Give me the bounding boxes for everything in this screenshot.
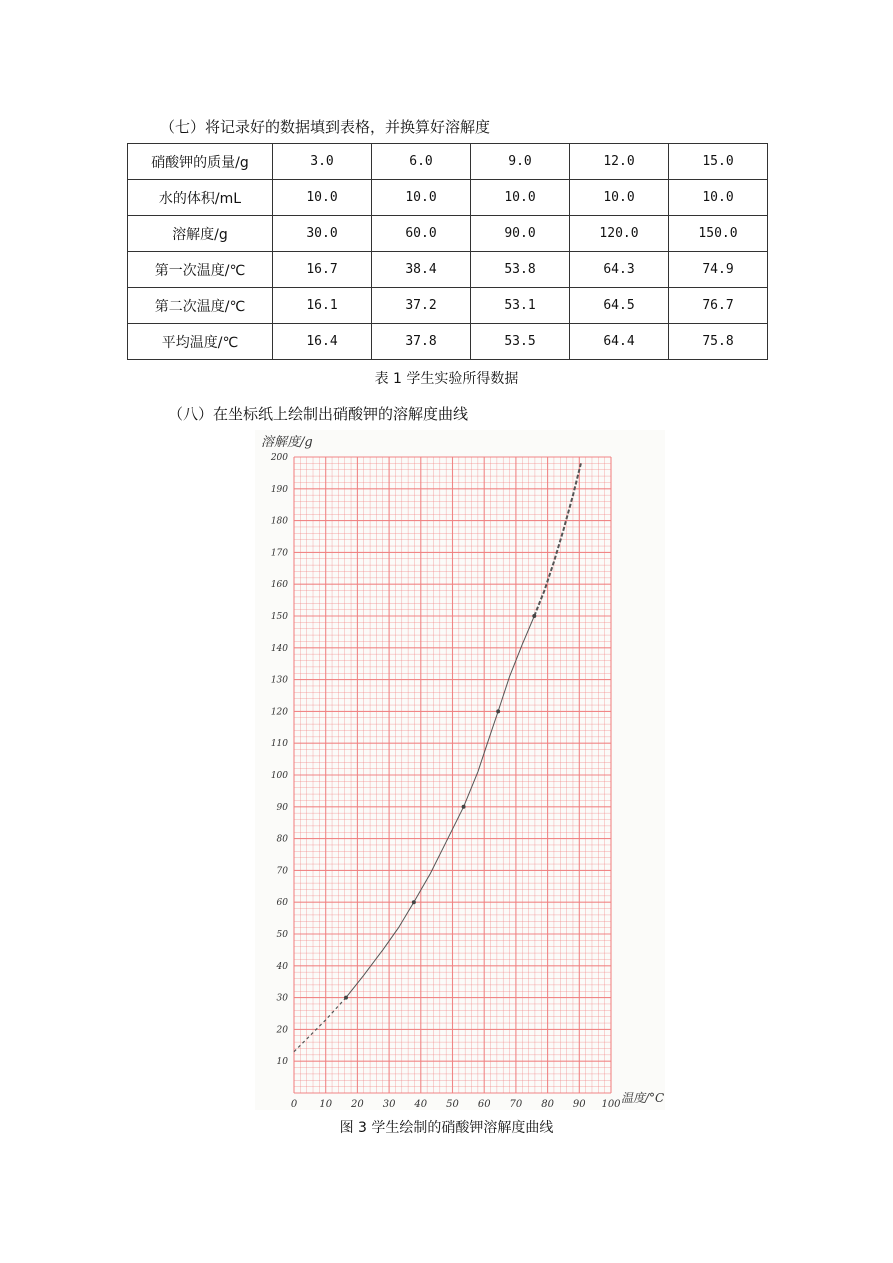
table-cell: 12.0 (570, 144, 669, 180)
x-tick-label: 20 (351, 1099, 364, 1110)
table-cell: 30.0 (273, 216, 372, 252)
table-row (128, 252, 768, 288)
table-cell: 74.9 (669, 252, 768, 288)
y-tick-label: 50 (276, 930, 288, 940)
row-header: 溶解度/g (128, 216, 273, 252)
x-tick-label: 90 (572, 1099, 586, 1110)
table-cell: 9.0 (471, 144, 570, 180)
table-cell: 37.8 (372, 324, 471, 360)
table-cell: 64.3 (570, 252, 669, 288)
y-tick-label: 130 (270, 675, 288, 686)
row-header: 平均温度/℃ (128, 324, 273, 360)
y-tick-label: 110 (270, 739, 288, 750)
y-tick-label: 170 (270, 548, 288, 559)
table-cell: 16.4 (273, 324, 372, 360)
table-cell: 76.7 (669, 288, 768, 324)
y-tick-label: 160 (270, 580, 288, 591)
table-cell: 3.0 (273, 144, 372, 180)
data-point (496, 709, 500, 713)
y-tick-label: 60 (276, 898, 288, 909)
y-tick-label: 40 (276, 961, 288, 972)
y-tick-label: 150 (270, 612, 288, 622)
table-row (128, 144, 768, 180)
y-tick-label: 200 (270, 453, 288, 463)
table-cell: 64.4 (570, 324, 669, 360)
x-tick-label: 10 (319, 1099, 333, 1110)
table-cell: 150.0 (669, 216, 768, 252)
data-point (532, 614, 536, 618)
table-caption: 表 1 学生实验所得数据 (374, 371, 519, 387)
table-row (128, 180, 768, 216)
data-point (412, 900, 416, 904)
solubility-chart (255, 430, 665, 1110)
table-cell: 16.1 (273, 288, 372, 324)
x-tick-label: 60 (477, 1099, 491, 1110)
data-point (462, 805, 466, 809)
y-axis-label: 溶解度/g (261, 435, 313, 450)
table-cell: 10.0 (570, 180, 669, 216)
table-row (128, 324, 768, 360)
row-header: 第一次温度/℃ (128, 252, 273, 288)
figure-caption: 图 3 学生绘制的硝酸钾溶解度曲线 (339, 1120, 554, 1136)
row-header: 硝酸钾的质量/g (128, 144, 273, 180)
table-cell: 53.1 (471, 288, 570, 324)
row-header: 第二次温度/℃ (128, 288, 273, 324)
y-tick-label: 120 (270, 707, 288, 718)
y-tick-label: 30 (276, 993, 288, 1004)
chart-grid (294, 457, 611, 1093)
x-axis-label: 温度/°C (621, 1091, 665, 1105)
table-cell: 53.8 (471, 252, 570, 288)
table-cell: 75.8 (669, 324, 768, 360)
table-cell: 38.4 (372, 252, 471, 288)
table-cell: 10.0 (471, 180, 570, 216)
y-tick-label: 90 (276, 802, 288, 813)
table-cell: 53.5 (471, 324, 570, 360)
y-tick-label: 20 (276, 1025, 288, 1036)
table-cell: 60.0 (372, 216, 471, 252)
x-tick-label: 40 (414, 1099, 428, 1110)
row-header: 水的体积/mL (128, 180, 273, 216)
data-point (344, 996, 348, 1000)
table-cell: 64.5 (570, 288, 669, 324)
y-tick-label: 80 (276, 834, 288, 845)
x-tick-label: 70 (509, 1099, 523, 1110)
section-7-heading: （七）将记录好的数据填到表格，并换算好溶解度 (160, 118, 491, 136)
section-8-heading: （八）在坐标纸上绘制出硝酸钾的溶解度曲线 (168, 405, 469, 423)
y-tick-label: 190 (270, 484, 288, 495)
table-cell: 10.0 (372, 180, 471, 216)
x-tick-label: 80 (541, 1099, 554, 1110)
table-cell: 10.0 (273, 180, 372, 216)
y-tick-label: 100 (270, 771, 288, 781)
table-cell: 90.0 (471, 216, 570, 252)
x-tick-label: 30 (382, 1099, 396, 1110)
table-cell: 15.0 (669, 144, 768, 180)
x-tick-label: 0 (290, 1099, 298, 1110)
y-tick-label: 10 (276, 1057, 288, 1068)
experiment-data-table (127, 143, 768, 360)
table-cell: 6.0 (372, 144, 471, 180)
table-cell: 16.7 (273, 252, 372, 288)
table-cell: 120.0 (570, 216, 669, 252)
table-cell: 10.0 (669, 180, 768, 216)
y-tick-label: 180 (270, 516, 288, 527)
y-tick-label: 70 (276, 866, 288, 877)
table-row (128, 288, 768, 324)
table-row (128, 216, 768, 252)
x-tick-label: 100 (601, 1099, 621, 1110)
graph-paper-background (255, 430, 665, 1110)
y-tick-label: 140 (270, 643, 288, 654)
table-cell: 37.2 (372, 288, 471, 324)
x-tick-label: 50 (446, 1099, 459, 1110)
